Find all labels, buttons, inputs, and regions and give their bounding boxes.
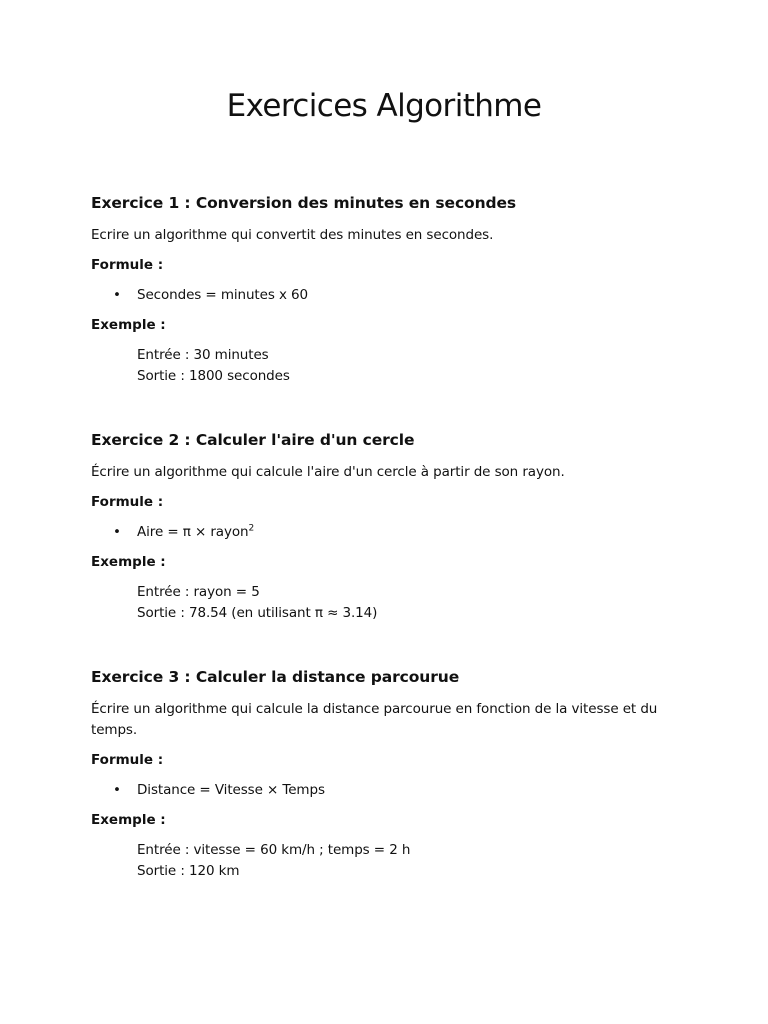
bullet-icon: • (113, 782, 121, 798)
example-input: Entrée : vitesse = 60 km/h ; temps = 2 h (137, 842, 411, 858)
example-input: Entrée : rayon = 5 (137, 584, 260, 600)
example-label: Exemple : (91, 812, 166, 828)
exercise-3 (91, 667, 671, 882)
formula-list (91, 285, 671, 306)
example-label: Exemple : (91, 317, 166, 333)
formula-text: Secondes = minutes x 60 (137, 287, 309, 303)
formula-label: Formule : (91, 257, 164, 273)
example-block (91, 582, 671, 624)
formula-list (91, 780, 671, 801)
bullet-icon: • (113, 287, 121, 303)
formula-label: Formule : (91, 752, 164, 768)
formula-list (91, 522, 671, 543)
formula-main: Aire = π × rayon (137, 524, 249, 540)
exercise-heading: Exercice 2 : Calculer l'aire d'un cercle (91, 431, 415, 449)
exercise-description: Écrire un algorithme qui calcule l'aire d'un cercle à partir de son rayon. (91, 464, 565, 480)
bullet-icon: • (113, 524, 121, 540)
formula-text: Distance = Vitesse × Temps (137, 782, 325, 798)
example-output: Sortie : 78.54 (en utilisant π ≈ 3.14) (137, 605, 378, 621)
formula-exponent: 2 (248, 523, 255, 534)
page-title: Exercices Algorithme (226, 88, 542, 124)
formula-label: Formule : (91, 494, 164, 510)
example-input: Entrée : 30 minutes (137, 347, 269, 363)
formula-text (137, 522, 254, 543)
exercise-heading: Exercice 3 : Calculer la distance parcourue (91, 668, 460, 686)
example-output: Sortie : 120 km (137, 863, 240, 879)
exercise-2 (91, 430, 671, 624)
example-output: Sortie : 1800 secondes (137, 368, 290, 384)
exercise-1 (91, 193, 671, 387)
exercise-description: Écrire un algorithme qui calcule la distance parcourue en fonction de la vitesse et du temps. (91, 701, 658, 738)
exercise-heading: Exercice 1 : Conversion des minutes en secondes (91, 194, 517, 212)
example-label: Exemple : (91, 554, 166, 570)
example-block (91, 345, 671, 387)
example-block (91, 840, 671, 882)
exercise-description: Ecrire un algorithme qui convertit des minutes en secondes. (91, 227, 494, 243)
